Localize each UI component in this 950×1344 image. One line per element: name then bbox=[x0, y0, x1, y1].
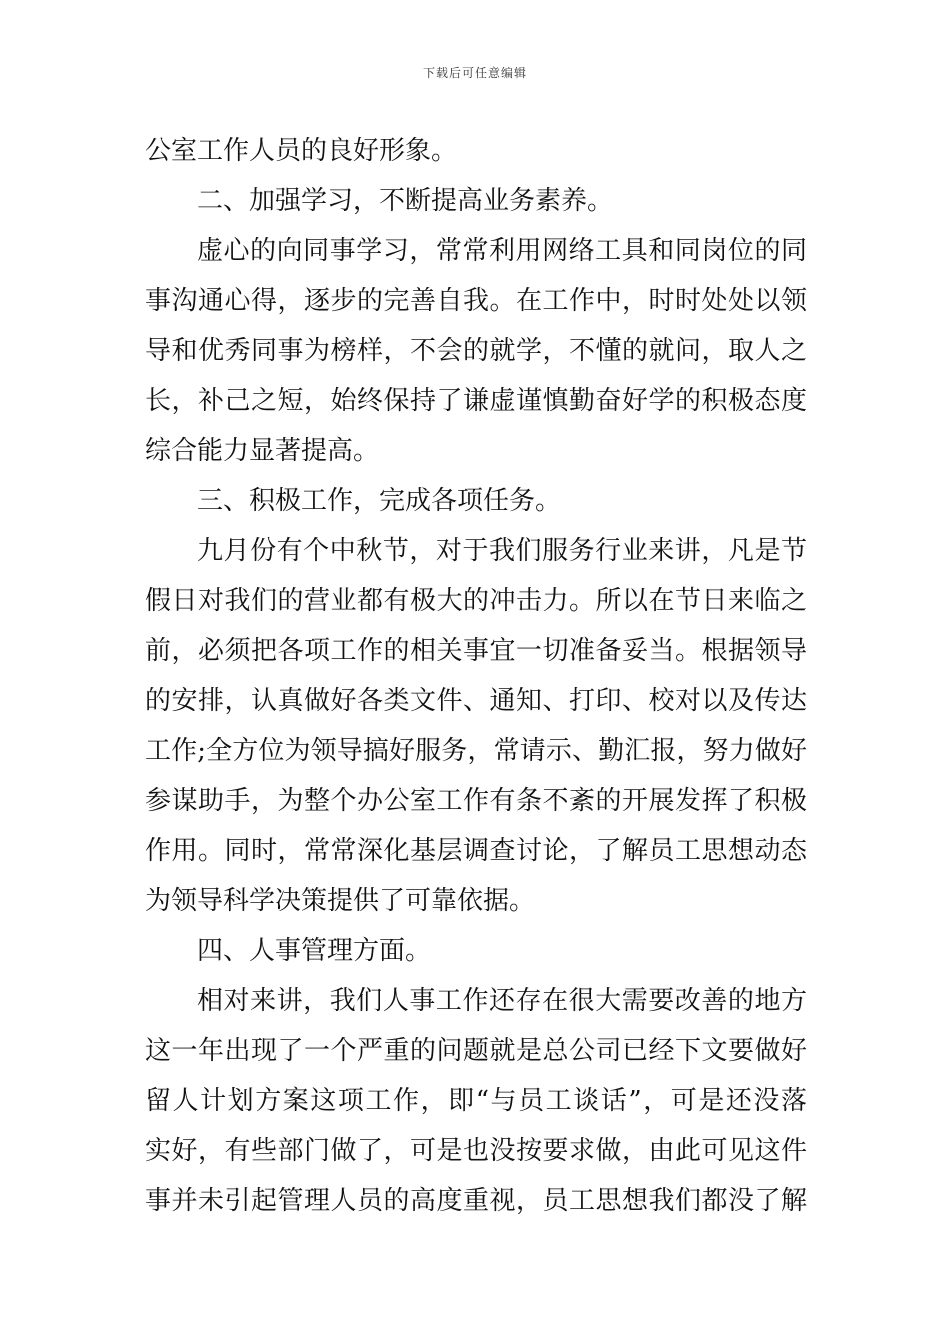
text-line: 工作;全方位为领导搞好服务，常请示、勤汇报，努力做好 bbox=[145, 736, 807, 766]
text-line: 前，必须把各项工作的相关事宜一切准备妥当。根据领导 bbox=[145, 636, 807, 666]
text-line: 的安排，认真做好各类文件、通知、打印、校对以及传达 bbox=[145, 686, 807, 716]
text-line: 虚心的向同事学习，常常利用网络工具和同岗位的同 bbox=[197, 236, 807, 266]
text-line: 这一年出现了一个严重的问题就是总公司已经下文要做好 bbox=[145, 1036, 807, 1066]
text-line: 导和优秀同事为榜样，不会的就学，不懂的就问，取人之 bbox=[145, 336, 807, 366]
text-line: 相对来讲，我们人事工作还存在很大需要改善的地方 bbox=[197, 986, 807, 1016]
text-line: 三、积极工作，完成各项任务。 bbox=[197, 486, 562, 516]
text-line: 实好，有些部门做了，可是也没按要求做，由此可见这件 bbox=[145, 1136, 807, 1166]
text-line: 假日对我们的营业都有极大的冲击力。所以在节日来临之 bbox=[145, 586, 807, 616]
text-line: 事沟通心得，逐步的完善自我。在工作中，时时处处以领 bbox=[145, 286, 807, 316]
text-line: 公室工作人员的良好形象。 bbox=[145, 136, 458, 166]
text-line: 二、加强学习，不断提高业务素养。 bbox=[197, 186, 614, 216]
text-line: 事并未引起管理人员的高度重视，员工思想我们都没了解 bbox=[145, 1186, 807, 1216]
text-line: 长，补己之短，始终保持了谦虚谨慎勤奋好学的积极态度 bbox=[145, 386, 807, 416]
text-line: 留人计划方案这项工作，即“与员工谈话”，可是还没落 bbox=[145, 1086, 807, 1116]
text-line: 九月份有个中秋节，对于我们服务行业来讲，凡是节 bbox=[197, 536, 807, 566]
text-line: 为领导科学决策提供了可靠依据。 bbox=[145, 886, 536, 916]
text-line: 综合能力显著提高。 bbox=[145, 436, 380, 466]
text-line: 四、人事管理方面。 bbox=[197, 936, 432, 966]
page-header: 下载后可任意编辑 bbox=[422, 66, 527, 80]
text-line: 参谋助手，为整个办公室工作有条不紊的开展发挥了积极 bbox=[145, 786, 807, 816]
document-body bbox=[145, 126, 807, 1226]
text-line: 作用。同时，常常深化基层调查讨论，了解员工思想动态 bbox=[145, 836, 807, 866]
